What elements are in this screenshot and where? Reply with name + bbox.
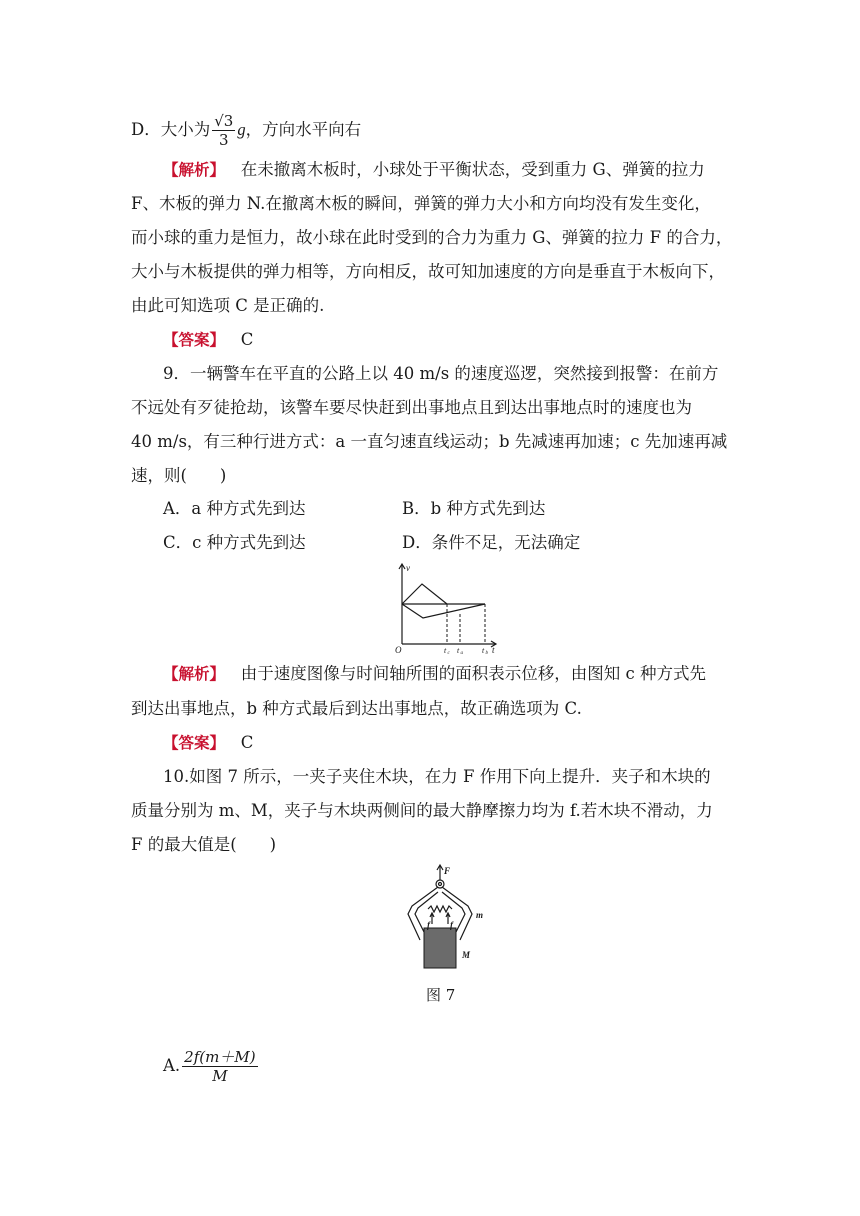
tb-sub: b (485, 651, 488, 654)
analysis-tag: 【解析】 (163, 161, 226, 179)
variable: g (237, 120, 246, 139)
q9-line-1: 9．一辆警车在平直的公路上以 40 m/s 的速度巡逻，突然接到报警：在前方 (163, 364, 719, 383)
clamp-figure (398, 862, 494, 974)
q8-analysis-line-4: 大小与木板提供的弹力相等，方向相反，故可知加速度的方向是垂直于木板向下， (131, 262, 725, 281)
fraction (212, 112, 235, 149)
spring (428, 906, 452, 912)
option-prefix: D．大小为 (131, 120, 211, 139)
friction-label-left: f (427, 920, 430, 930)
tb-label: t (482, 646, 485, 654)
q9-option-d: D．条件不足，无法确定 (402, 533, 581, 552)
q9-line-2: 不远处有歹徒抢劫，该警车要尽快赶到出事地点且到达出事地点时的速度也为 (131, 398, 692, 417)
q8-option-d (131, 112, 361, 149)
force-label: F (444, 866, 451, 876)
q9-option-b: B．b 种方式先到达 (402, 499, 546, 518)
q10-line-2: 质量分别为 m、M，夹子与木块两侧间的最大静摩擦力均为 f.若木块不滑动，力 (131, 801, 713, 820)
fraction (182, 1048, 257, 1085)
analysis-tag: 【解析】 (163, 665, 226, 683)
analysis-text: 由于速度图像与时间轴所围的面积表示位移，由图知 c 种方式先 (240, 664, 706, 683)
figure-caption: 图 7 (426, 986, 456, 1004)
q8-analysis-line-2: F、木板的弹力 N.在撤离木板的瞬间，弹簧的弹力大小和方向均没有发生变化， (131, 194, 711, 213)
line-c (402, 584, 447, 604)
q9-line-4: 速，则( ) (131, 466, 227, 485)
fraction-denominator: 3 (219, 131, 229, 149)
option-prefix: A. (163, 1056, 181, 1075)
q8-answer (163, 328, 253, 352)
q9-answer (163, 731, 253, 755)
option-suffix: ，方向水平向右 (245, 120, 362, 139)
tc-sub: c (447, 651, 450, 654)
friction-label-right: f (450, 920, 453, 930)
velocity-time-graph (392, 562, 502, 654)
analysis-text: 在未撤离木板时，小球处于平衡状态，受到重力 G、弹簧的拉力 (240, 160, 705, 179)
q8-analysis-line-3: 而小球的重力是恒力，故小球在此时受到的合力为重力 G、弹簧的拉力 F 的合力， (131, 228, 733, 247)
q9-line-3: 40 m/s，有三种行进方式：a 一直匀速直线运动；b 先减速再加速；c 先加速再减 (131, 432, 728, 451)
clamp-mass-label: m (476, 910, 484, 920)
v-label: v (406, 563, 410, 573)
q10-option-a (163, 1048, 260, 1085)
q9-analysis-line-2: 到达出事地点，b 种方式最后到达出事地点，故正确选项为 C. (131, 699, 582, 718)
t-label: t (492, 645, 495, 654)
q10-line-1: 10.如图 7 所示，一夹子夹住木块，在力 F 作用下向上提升．夹子和木块的 (163, 767, 711, 786)
line-b (402, 604, 485, 618)
ta-sub: a (460, 651, 463, 654)
q9-option-c: C．c 种方式先到达 (163, 533, 306, 552)
wood-block (424, 928, 456, 968)
answer-value: C (240, 330, 254, 349)
pivot-circle (436, 880, 444, 888)
fraction-numerator: √3 (214, 112, 234, 130)
answer-tag: 【答案】 (163, 331, 226, 349)
block-mass-label: M (462, 950, 471, 960)
origin-label: O (395, 645, 402, 654)
ta-label: t (457, 646, 460, 654)
q9-option-a: A．a 种方式先到达 (163, 499, 306, 518)
q9-analysis-line-1 (163, 662, 706, 686)
answer-tag: 【答案】 (163, 734, 226, 752)
tc-label: t (444, 646, 447, 654)
q8-analysis-line-1 (163, 158, 705, 182)
answer-value: C (240, 733, 254, 752)
q10-line-3: F 的最大值是( ) (131, 835, 277, 854)
pivot-center (439, 883, 442, 886)
fraction-numerator: 2f(m＋M) (184, 1048, 256, 1066)
fraction-denominator: M (212, 1067, 228, 1085)
q8-analysis-line-5: 由此可知选项 C 是正确的. (131, 296, 325, 315)
